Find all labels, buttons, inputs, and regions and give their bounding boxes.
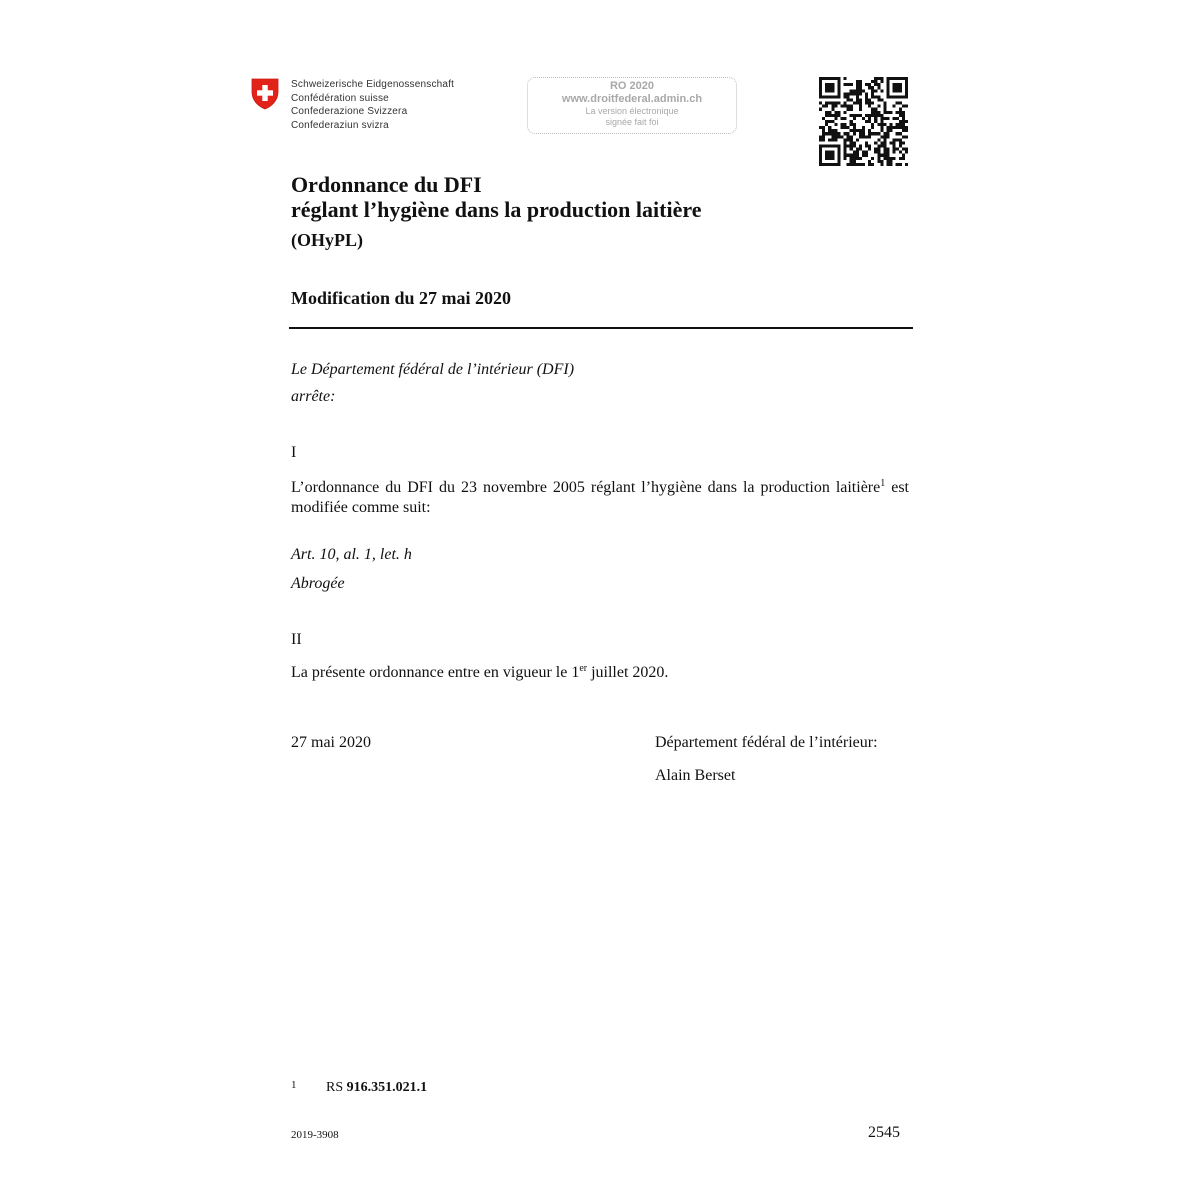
swiss-coat-of-arms-icon (251, 78, 279, 110)
section-number-2: II (291, 631, 302, 648)
enacting-formula: arrête: (291, 388, 336, 405)
signature-date: 27 mai 2020 (291, 734, 371, 751)
amendment-paragraph (291, 478, 909, 518)
confederation-name-rm: Confederaziun svizra (291, 119, 389, 131)
document-title-line2: réglant l’hygiène dans la production laitière (291, 197, 702, 222)
entry-into-force-text-end: juillet 2020. (587, 664, 669, 681)
document-number: 2019-3908 (291, 1129, 339, 1141)
official-publication-stamp (527, 77, 737, 134)
footnote-number: 1 (291, 1079, 297, 1091)
ordinal-suffix: er (579, 663, 588, 674)
page-number: 2545 (868, 1124, 900, 1141)
entry-into-force-text: La présente ordonnance entre en vigueur le 1 (291, 664, 580, 681)
modification-heading: Modification du 27 mai 2020 (291, 288, 512, 308)
footnote-text (326, 1079, 427, 1097)
signing-department: Département fédéral de l’intérieur: (655, 734, 878, 751)
footnote-prefix: RS (326, 1080, 347, 1095)
enacting-authority: Le Département fédéral de l’intérieur (DFI) (291, 361, 575, 378)
article-status: Abrogée (291, 575, 345, 592)
confederation-names (291, 78, 454, 132)
stamp-note-2: signée fait foi (605, 117, 659, 127)
footnote-reference[interactable]: 1 (880, 478, 886, 489)
qr-code-icon (819, 77, 908, 166)
confederation-name-fr: Confédération suisse (291, 92, 389, 104)
entry-into-force-paragraph (291, 663, 668, 683)
amendment-text: L’ordonnance du DFI du 23 novembre 2005 réglant l’hygiène dans la production laitière (291, 479, 881, 496)
footnote-rs-reference[interactable]: 916.351.021.1 (346, 1080, 428, 1095)
title-divider (289, 327, 913, 329)
stamp-url: www.droitfederal.admin.ch (561, 93, 703, 105)
document-title-line1: Ordonnance du DFI (291, 172, 482, 197)
section-number-1: I (291, 444, 297, 461)
document-abbreviation: (OHyPL) (291, 230, 363, 250)
signatory-name: Alain Berset (655, 767, 736, 784)
confederation-name-de: Schweizerische Eidgenossenschaft (291, 79, 455, 90)
stamp-note-1: La version électronique (585, 106, 679, 116)
confederation-name-it: Confederazione Svizzera (291, 106, 408, 117)
article-reference: Art. 10, al. 1, let. h (291, 546, 412, 563)
stamp-ro: RO 2020 (609, 80, 655, 92)
amendment-text-end: est modifiée comme suit: (291, 479, 909, 516)
